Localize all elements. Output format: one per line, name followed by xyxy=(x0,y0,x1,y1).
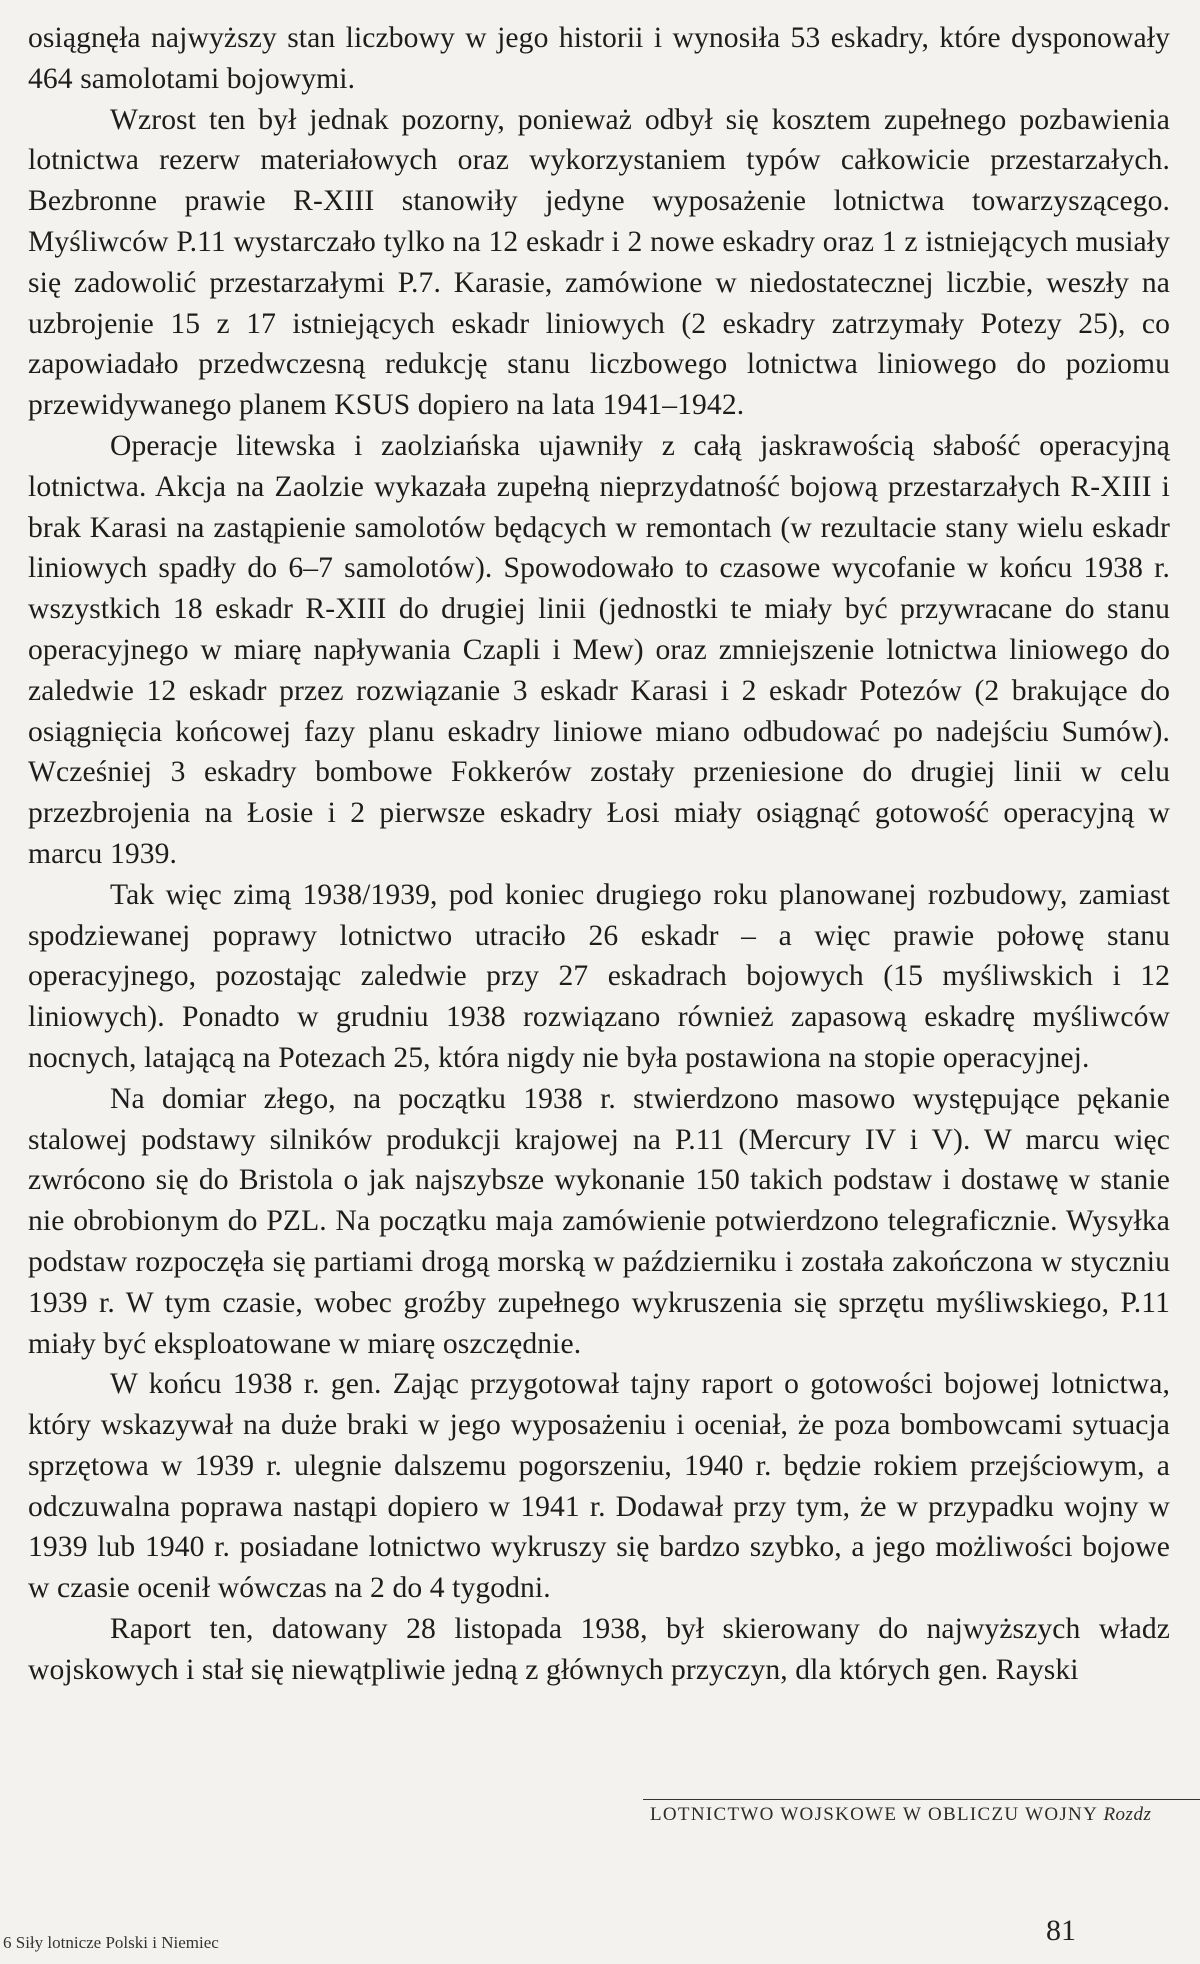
paragraph-2: Wzrost ten był jednak pozorny, ponieważ odbył się kosztem zupełnego pozbawienia lotnictwa rezerw materiałowych oraz wykorzystaniem typów całkowicie przestarzałych. Bezbronne prawie R-XIII stanowiły jedyne wyposażenie lotnictwa towarzyszącego. Myśliwców P.11 wystarczało tylko na 12 eskadr i 2 nowe eskadry oraz 1 z istniejących musiały się zadowolić przestarzałymi P.7. Karasie, zamówione w niedostatecznej liczbie, weszły na uzbrojenie 15 z 17 istniejących eskadr liniowych (2 eskadry zatrzymały Potezy 25), co zapowiadało przedwczesną redukcję stanu liczbowego lotnictwa liniowego do poziomu przewidywanego planem KSUS dopiero na lata 1941–1942. xyxy=(28,103,1170,422)
paragraph-7: Raport ten, datowany 28 listopada 1938, był skierowany do najwyższych władz wojskowych i stał się niewątpliwie jedną z głównych przyczyn, dla których gen. Rayski xyxy=(28,1613,1170,1686)
footer-rule xyxy=(643,1799,1200,1800)
running-footer xyxy=(650,1804,1200,1826)
running-footer-chapter: Rozdz xyxy=(1103,1804,1152,1825)
paragraph-3: Operacje litewska i zaolziańska ujawniły z całą jaskrawością słabość operacyjną lotnictwa. Akcja na Zaolzie wykazała zupełną nieprzydatność bojową przestarzałych R-XIII i brak Karasi na zastąpienie samolotów będących w remontach (w rezultacie stany wielu eskadr liniowych spadły do 6–7 samolotów). Spowodowało to czasowe wycofanie w końcu 1938 r. wszystkich 18 eskadr R-XIII do drugiej linii (jednostki te miały być przywracane do stanu operacyjnego w miarę napływania Czapli i Mew) oraz zmniejszenie lotnictwa liniowego do zaledwie 12 eskadr przez rozwiązanie 3 eskadr Karasi i 2 eskadr Potezów (2 brakujące do osiągnięcia końcowej fazy planu eskadry liniowe miano odbudować po nadejściu Sumów). Wcześniej 3 eskadry bombowe Fokkerów zostały przeniesione do drugiej linii w celu przezbrojenia na Łosie i 2 pierwsze eskadry Łosi miały osiągnąć gotowość operacyjną w marcu 1939. xyxy=(28,429,1170,870)
paragraph-4: Tak więc zimą 1938/1939, pod koniec drugiego roku planowanej rozbudowy, zamiast spodziewanej poprawy lotnictwo utraciło 26 eskadr – a więc prawie połowę stanu operacyjnego, pozostając zaledwie przy 27 eskadrach bojowych (15 myśliwskich i 12 liniowych). Ponadto w grudniu 1938 rozwiązano również zapasową eskadrę myśliwców nocnych, latającą na Potezach 25, która nigdy nie była postawiona na stopie operacyjnej. xyxy=(28,878,1170,1074)
page-number: 81 xyxy=(1046,1914,1076,1947)
paragraph-1: osiągnęła najwyższy stan liczbowy w jego historii i wynosiła 53 eskadry, które dysponowały 464 samolotami bojowymi. xyxy=(28,22,1170,95)
page-body xyxy=(28,18,1170,1691)
running-footer-title: LOTNICTWO WOJSKOWE W OBLICZU WOJNY xyxy=(650,1804,1098,1825)
printer-signature: 6 Siły lotnicze Polski i Niemiec xyxy=(3,1933,219,1952)
paragraph-6: W końcu 1938 r. gen. Zając przygotował tajny raport o gotowości bojowej lotnictwa, który wskazywał na duże braki w jego wyposażeniu i oceniał, że poza bombowcami sytuacja sprzętowa w 1939 r. ulegnie dalszemu pogorszeniu, 1940 r. będzie rokiem przejściowym, a odczuwalna poprawa nastąpi dopiero w 1941 r. Dodawał przy tym, że w przypadku wojny w 1939 lub 1940 r. posiadane lotnictwo wykruszy się bardzo szybko, a jego możliwości bojowe w czasie ocenił wówczas na 2 do 4 tygodni. xyxy=(28,1368,1170,1605)
paragraph-5: Na domiar złego, na początku 1938 r. stwierdzono masowo występujące pękanie stalowej podstawy silników produkcji krajowej na P.11 (Mercury IV i V). W marcu więc zwrócono się do Bristola o jak najszybsze wykonanie 150 takich podstaw i dostawę w stanie nie obrobionym do PZL. Na początku maja zamówienie potwierdzono telegraficznie. Wysyłka podstaw rozpoczęła się partiami drogą morską w październiku i została zakończona w styczniu 1939 r. W tym czasie, wobec groźby zupełnego wykruszenia się sprzętu myśliwskiego, P.11 miały być eksploatowane w miarę oszczędnie. xyxy=(28,1082,1170,1360)
